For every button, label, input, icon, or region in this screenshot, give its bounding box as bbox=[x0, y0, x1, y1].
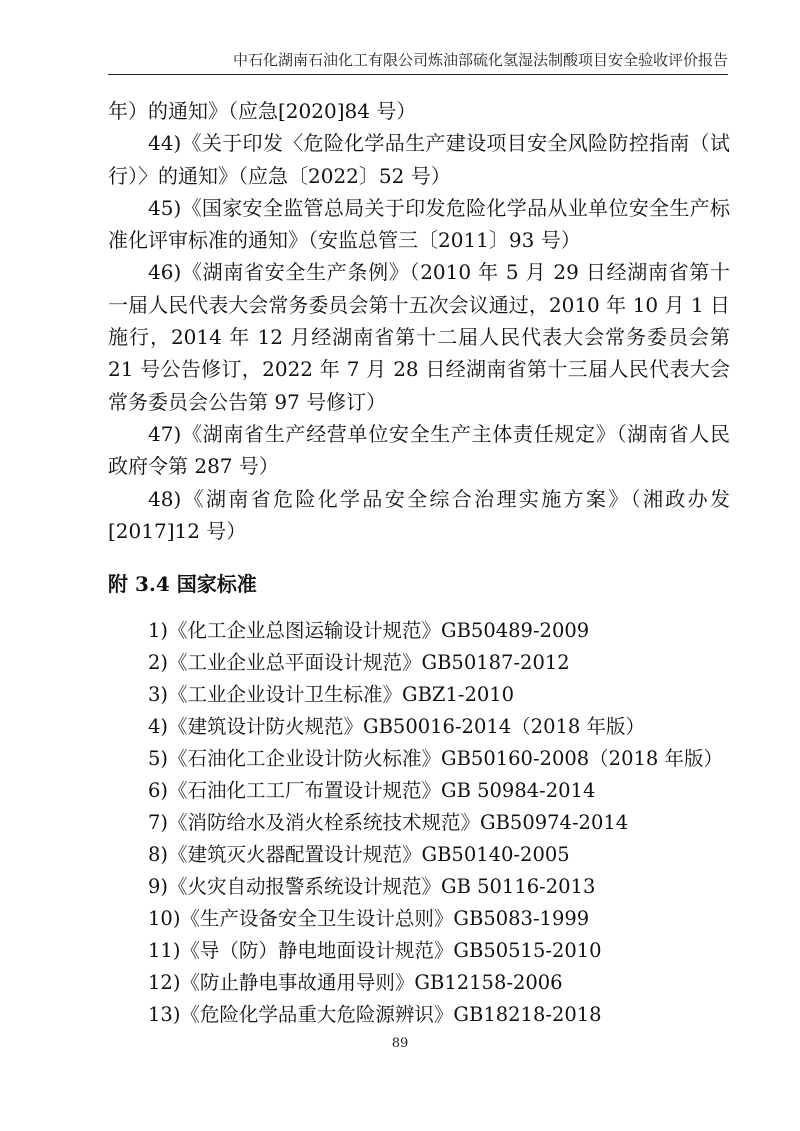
standard-item: 10)《生产设备安全卫生设计总则》GB5083-1999 bbox=[148, 907, 590, 931]
standard-item: 12)《防止静电事故通用导则》GB12158-2006 bbox=[148, 971, 563, 995]
standard-item: 8)《建筑灭火器配置设计规范》GB50140-2005 bbox=[148, 843, 570, 867]
document-body bbox=[108, 95, 730, 1031]
regulation-paragraph: 45)《国家安全监管总局关于印发危险化学品从业单位安全生产标准化评审标准的通知》（安监总管三〔2011〕93 号） bbox=[108, 195, 730, 253]
regulation-paragraphs bbox=[108, 95, 730, 547]
standard-item: 2)《工业企业总平面设计规范》GB50187-2012 bbox=[148, 651, 570, 675]
regulation-paragraph: 47)《湖南省生产经营单位安全生产主体责任规定》（湖南省人民政府令第 287 号） bbox=[108, 421, 730, 479]
standard-item: 1)《化工企业总图运输设计规范》GB50489-2009 bbox=[148, 619, 590, 643]
standard-item: 4)《建筑设计防火规范》GB50016-2014（2018 年版） bbox=[148, 715, 645, 739]
header-rule bbox=[108, 74, 728, 75]
regulation-paragraph: 48)《湖南省危险化学品安全综合治理实施方案》（湘政办发[2017]12 号） bbox=[108, 486, 730, 543]
standard-item: 3)《工业企业设计卫生标准》GBZ1-2010 bbox=[148, 683, 515, 707]
section-heading: 附 3.4 国家标准 bbox=[108, 572, 257, 597]
standard-item: 11)《导（防）静电地面设计规范》GB50515-2010 bbox=[148, 939, 602, 963]
standard-item: 9)《火灾自动报警系统设计规范》GB 50116-2013 bbox=[148, 875, 596, 899]
standard-item: 6)《石油化工工厂布置设计规范》GB 50984-2014 bbox=[148, 779, 596, 803]
standard-item: 5)《石油化工企业设计防火标准》GB50160-2008（2018 年版） bbox=[148, 747, 723, 771]
standard-item: 7)《消防给水及消火栓系统技术规范》GB50974-2014 bbox=[148, 811, 629, 835]
running-header: 中石化湖南石油化工有限公司炼油部硫化氢湿法制酸项目安全验收评价报告 bbox=[232, 51, 728, 69]
standards-list bbox=[108, 615, 730, 1031]
regulation-paragraph: 44)《关于印发〈危险化学品生产建设项目安全风险防控指南（试行）〉的通知》（应急〔2022〕52 号） bbox=[108, 131, 730, 188]
page-number: 89 bbox=[391, 1036, 409, 1051]
regulation-paragraph: 46)《湖南省安全生产条例》（2010 年 5 月 29 日经湖南省第十一届人民代表大会常务委员会第十五次会议通过，2010 年 10 月 1 日施行，2014 年 12 月经湖南省第十二届人民代表大会常务委员会第 21 号公告修订，2022 年 7 月 28 日经湖南省第十三届人民代表大会常务委员会公告第 97 号修订） bbox=[108, 260, 730, 414]
regulation-paragraph: 年）的通知》（应急[2020]84 号） bbox=[108, 99, 417, 123]
standard-item: 13)《危险化学品重大危险源辨识》GB18218-2018 bbox=[148, 1003, 602, 1027]
